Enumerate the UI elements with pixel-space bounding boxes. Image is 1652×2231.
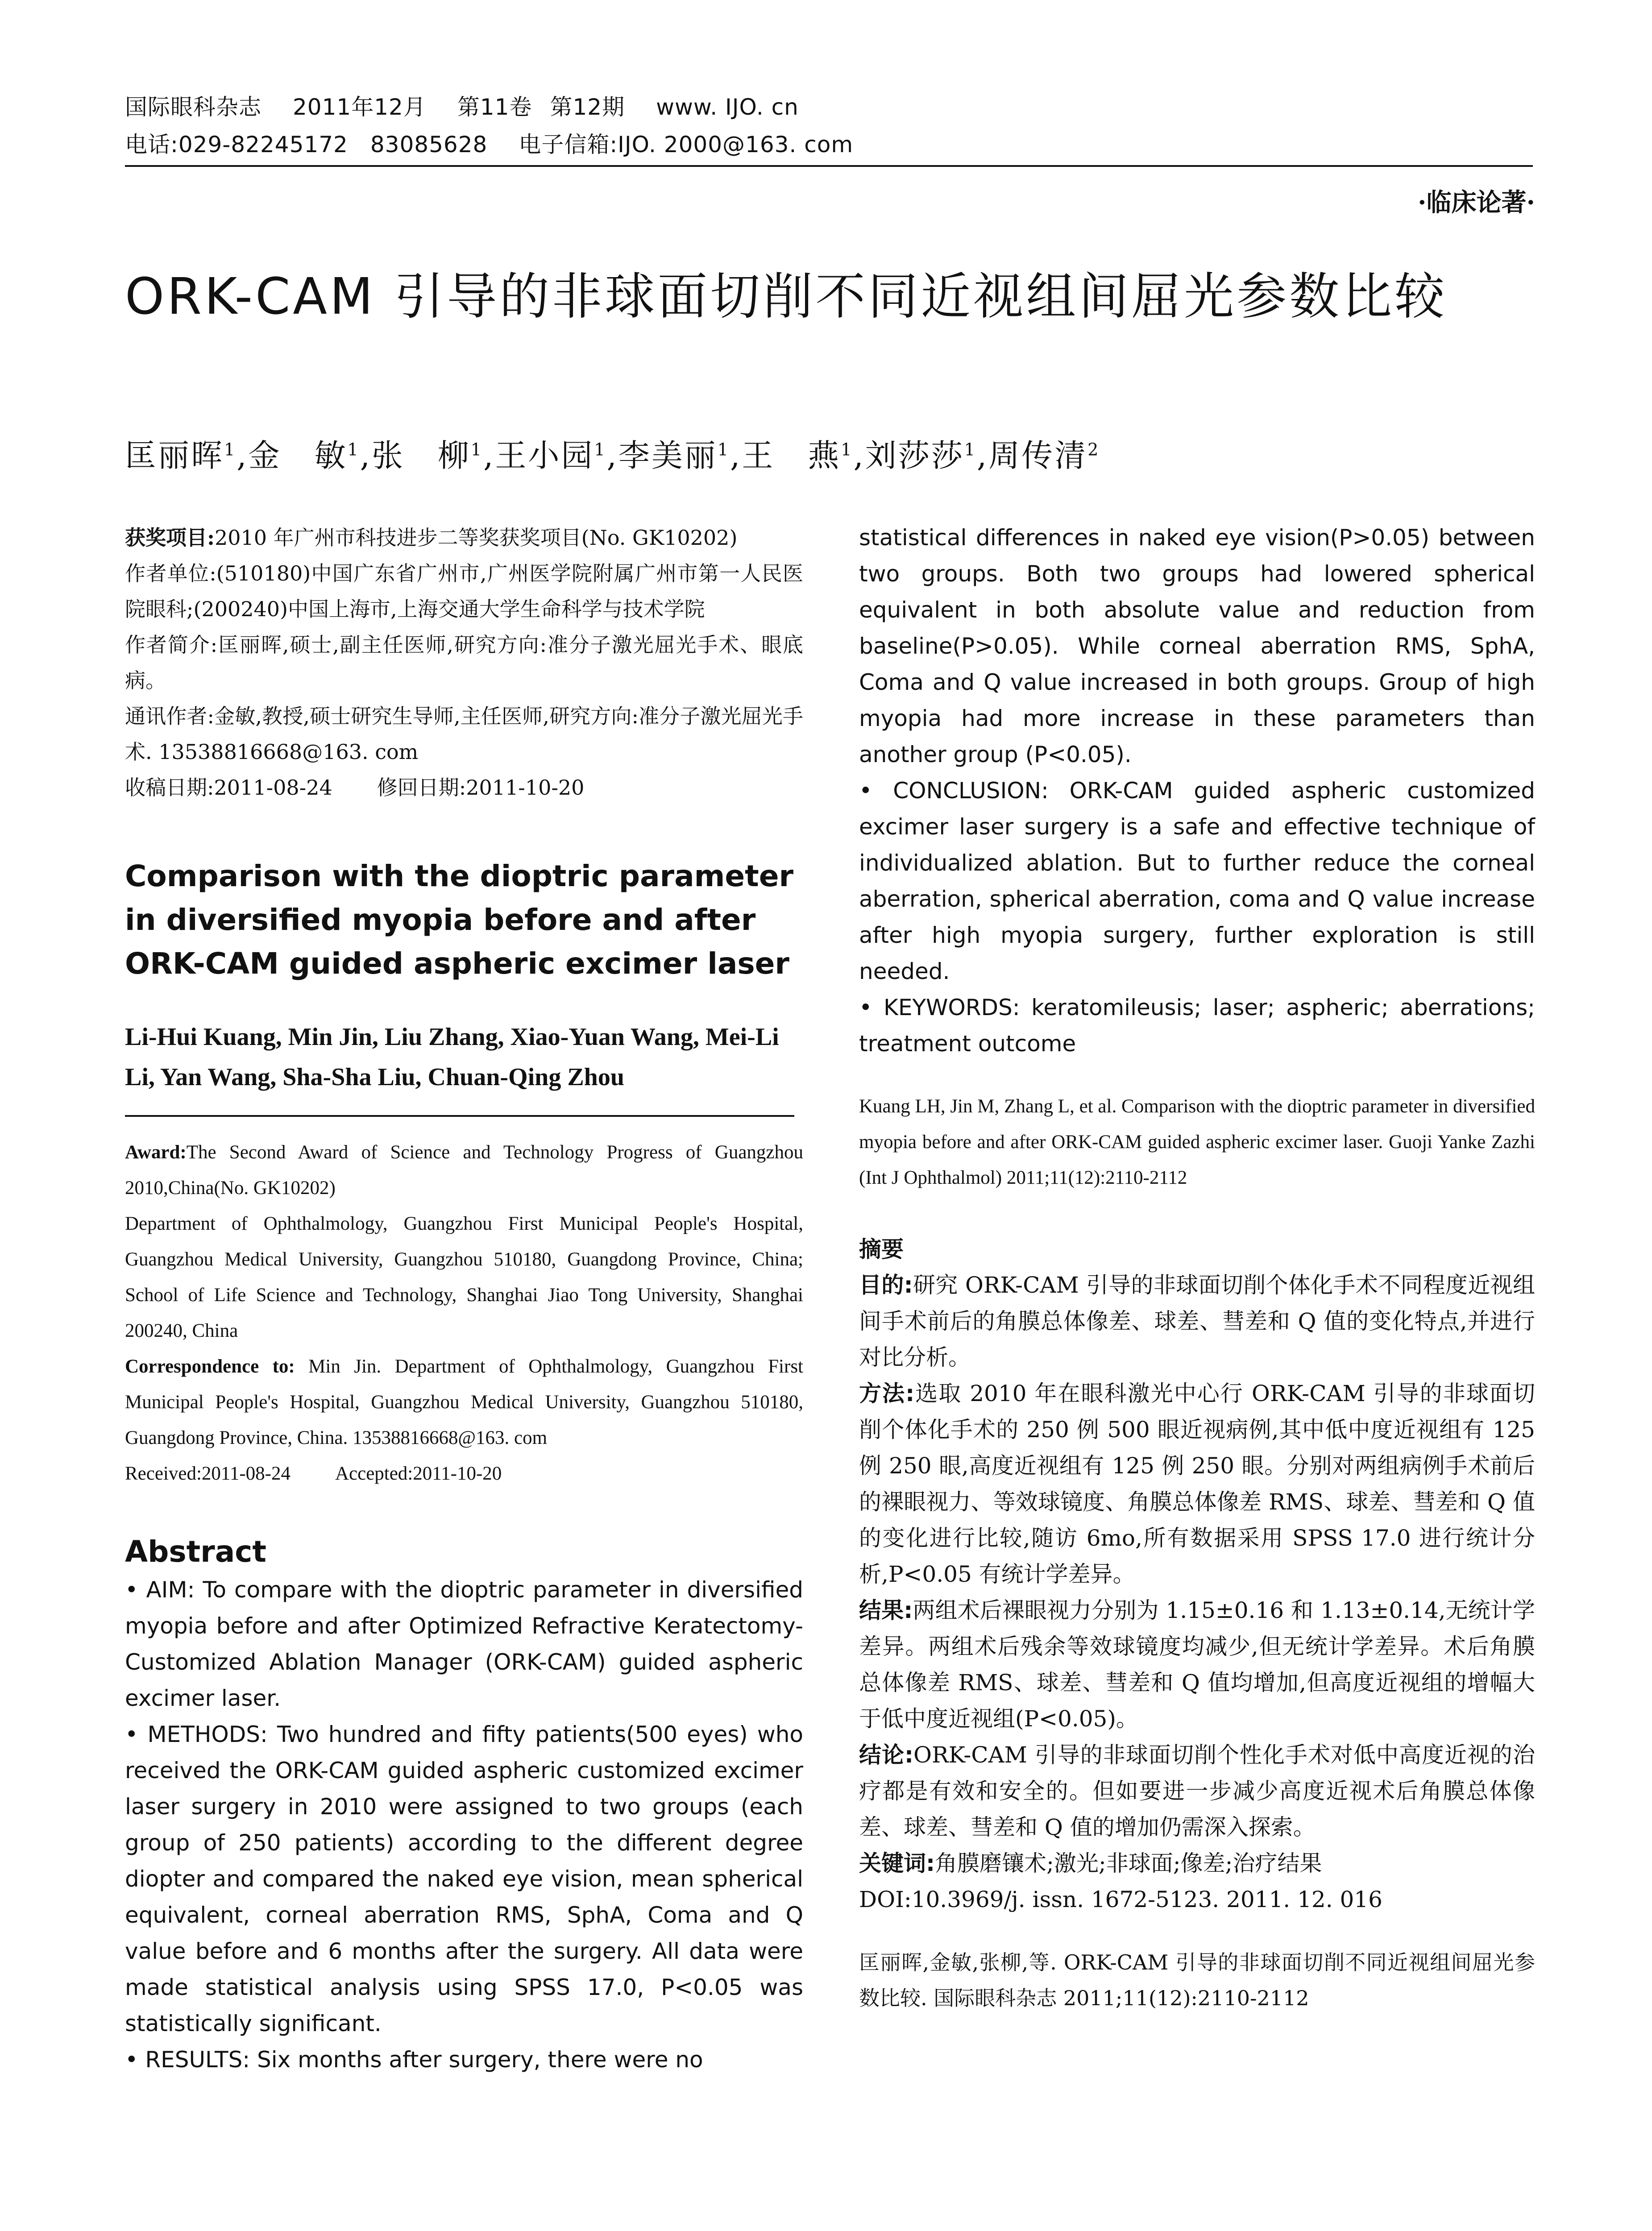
abstract-heading-cn: 摘要 [859, 1236, 904, 1262]
abstract-heading-en: Abstract [125, 1534, 266, 1569]
abstract-keywords-en: • KEYWORDS: keratomileusis; laser; aspheric; aberrations; treatment outcome [859, 995, 1535, 1057]
author-cn: 王小园$^1$ [495, 437, 607, 474]
author-bio-cn: 作者简介:匡丽晖,硕士,副主任医师,研究方向:准分子激光屈光手术、眼底病。 [125, 633, 803, 693]
author-cn: 刘莎莎$^1$ [865, 437, 977, 474]
author-cn: 匡丽晖$^1$ [125, 437, 237, 474]
abstract-results-en-start: • RESULTS: Six months after surgery, there were no [125, 2047, 703, 2073]
header-rule [125, 165, 1533, 167]
issue-date: 2011年12月 [293, 94, 426, 120]
doi: DOI:10.3969/j. issn. 1672-5123. 2011. 12. 016 [859, 1887, 1382, 1912]
abstract-aim-en: • AIM: To compare with the dioptric parameter in diversified myopia before and after Optimized Refractive Keratectomy-Customized Ablation Manager (ORK-CAM) guided aspheric excimer laser. [125, 1577, 803, 1711]
abstract-keywords-cn: 关键词:角膜磨镶术;激光;非球面;像差;治疗结果 [859, 1850, 1322, 1876]
abstract-conclusion-en: • CONCLUSION: ORK-CAM guided aspheric customized excimer laser surgery is a safe and effective technique of individualized ablation. But to further reduce the corneal aberration, spherical aberration, coma and Q value increase after high myopia surgery, further exploration is still needed. [859, 778, 1535, 984]
author-cn: 王 燕$^1$ [742, 437, 854, 474]
journal-name: 国际眼科杂志 [125, 94, 261, 120]
phone2: 83085628 [370, 132, 488, 158]
author-cn: 张 柳$^1$ [371, 437, 484, 474]
journal-header-line2 [125, 127, 884, 159]
abstract-methods-cn: 方法:选取 2010 年在眼科激光中心行 ORK-CAM 引导的非球面切削个体化手术的 250 例 500 眼近视病例,其中低中度近视组有 125 例 250 眼,高度近视组有 125 例 250 眼。分别对两组病例手术前后的裸眼视力、等效球镜度、角膜总体像差 RMS、球差、彗差和 Q 值的变化进行比较,随访 6mo,所有数据采用 SPSS 17.0 进行统计分析,P<0.05 有统计学差异。 [859, 1381, 1535, 1587]
journal-header-line1 [125, 89, 830, 121]
correspondence-cn: 通讯作者:金敏,教授,硕士研究生导师,主任医师,研究方向:准分子激光屈光手术. 13538816668@163. com [125, 704, 803, 764]
article-title-en: Comparison with the dioptric parameter in diversified myopia before and after ORK-CAM guided aspheric excimer laser [125, 859, 794, 981]
dates-cn: 收稿日期:2011-08-24 修回日期:2011-10-20 [125, 775, 585, 800]
email: 电子信箱:IJO. 2000@163. com [519, 132, 854, 158]
affiliation-cn: 作者单位:(510180)中国广东省广州市,广州医学院附属广州市第一人民医院眼科;(200240)中国上海市,上海交通大学生命科学与技术学院 [125, 561, 803, 621]
author-cn: 周传清$^2$ [988, 437, 1100, 474]
author-rule [125, 1115, 794, 1117]
abstract-results-cn: 结果:两组术后裸眼视力分别为 1.15±0.16 和 1.13±0.14,无统计学差异。两组术后残余等效球镜度均减少,但无统计学差异。术后角膜总体像差 RMS、球差、彗差和 Q 值均增加,但高度近视组的增幅大于低中度近视组(P<0.05)。 [859, 1597, 1535, 1732]
issue: 第12期 [550, 94, 625, 120]
right-column [859, 520, 1535, 2016]
author-cn: 李美丽$^1$ [618, 437, 730, 474]
authors-en: Li-Hui Kuang, Min Jin, Liu Zhang, Xiao-Yuan Wang, Mei-Li Li, Yan Wang, Sha-Sha Liu, Chuan-Qing Zhou [125, 1023, 779, 1091]
article-title-cn: ORK-CAM 引导的非球面切削不同近视组间屈光参数比较 [125, 268, 1448, 326]
dates-en: Received:2011-08-24 Accepted:2011-10-20 [125, 1463, 502, 1484]
authors-cn: 匡丽晖$^1$,金 敏$^1$,张 柳$^1$,王小园$^1$,李美丽$^1$,王 燕$^1$,刘莎莎$^1$,周传清$^2$ [125, 437, 1100, 474]
phone: 电话:029-82245172 [125, 132, 348, 158]
column-tag: ·临床论著· [1418, 188, 1535, 217]
abstract-aim-cn: 目的:研究 ORK-CAM 引导的非球面切削个体化手术不同程度近视组间手术前后的角膜总体像差、球差、彗差和 Q 值的变化特点,并进行对比分析。 [859, 1272, 1535, 1370]
award-cn: 获奖项目:2010 年广州市科技进步二等奖获奖项目(No. GK10202) [125, 526, 738, 550]
abstract-methods-en: • METHODS: Two hundred and fifty patients(500 eyes) who received the ORK-CAM guided aspheric customized excimer laser surgery in 2010 were assigned to two groups (each group of 250 patients) according to the different degree diopter and compared the naked eye vision, mean spherical equivalent, corneal aberration RMS, SphA, Coma and Q value before and 6 months after the surgery. All data were made statistical analysis using SPSS 17.0, P<0.05 was statistically significant. [125, 1721, 803, 2036]
citation-cn: 匡丽晖,金敏,张柳,等. ORK-CAM 引导的非球面切削不同近视组间屈光参数比较. 国际眼科杂志 2011;11(12):2110-2112 [859, 1950, 1535, 2010]
citation-en: Kuang LH, Jin M, Zhang L, et al. Comparison with the dioptric parameter in diversified myopia before and after ORK-CAM guided aspheric excimer laser. Guoji Yanke Zazhi (Int J Ophthalmol) 2011;11(12):2110-2112 [859, 1096, 1535, 1188]
affiliation-en: Department of Ophthalmology, Guangzhou First Municipal People's Hospital, Guangzhou Medical University, Guangzhou 510180, Guangdong Province, China; School of Life Science and Technology, Shanghai Jiao Tong University, Shanghai 200240, China [125, 1213, 803, 1341]
author-cn: 金 敏$^1$ [248, 437, 360, 474]
volume: 第11卷 [457, 94, 532, 120]
award-en: Award:The Second Award of Science and Technology Progress of Guangzhou 2010,China(No. GK10202) [125, 1142, 803, 1198]
abstract-conclusion-cn: 结论:ORK-CAM 引导的非球面切削个性化手术对低中高度近视的治疗都是有效和安全的。但如要进一步减少高度近视术后角膜总体像差、球差、彗差和 Q 值的增加仍需深入探索。 [859, 1742, 1536, 1840]
correspondence-en: Correspondence to: Min Jin. Department of Ophthalmology, Guangzhou First Municipal People's Hospital, Guangzhou Medical University, Guangzhou 510180, Guangdong Province, China. 13538816668@163. com [125, 1356, 803, 1448]
left-column [125, 520, 803, 2078]
abstract-results-en-cont: statistical differences in naked eye vision(P>0.05) between two groups. Both two groups had lowered spherical equivalent in both absolute value and reduction from baseline(P>0.05). While corneal aberration RMS, SphA, Coma and Q value increased in both groups. Group of high myopia had more increase in these parameters than another group (P<0.05). [859, 525, 1535, 767]
website: www. IJO. cn [656, 94, 799, 120]
